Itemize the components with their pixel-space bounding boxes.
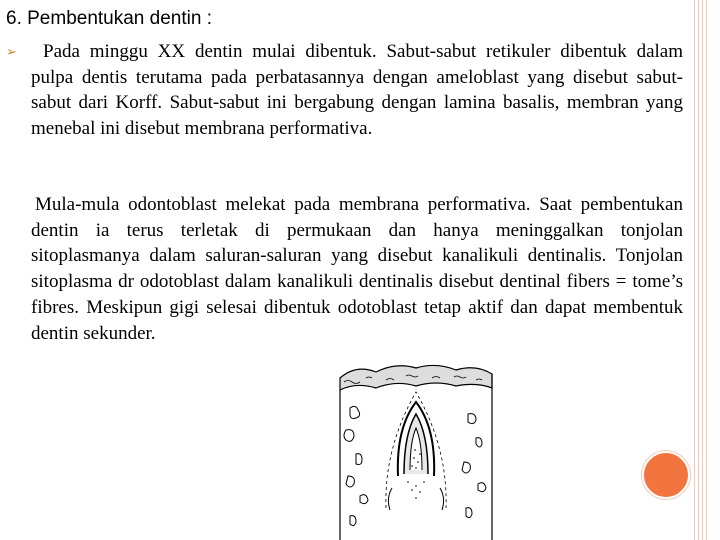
decorative-rail bbox=[690, 0, 720, 540]
paragraph-1: Pada minggu XX dentin mulai dibentuk. Sabut-sabut retikuler dibentuk dalam pulpa dentis terutama pada perbatasannya dengan ameloblast yang disebut sabut-sabut dari Korff. Sabut-sabut ini bergabung dengan lamina basalis, membran yang menebal ini disebut membrana performativa. bbox=[31, 41, 683, 140]
paragraph-2: Mula-mula odontoblast melekat pada membrana performativa. Saat pembentukan dentin ia terus terletak di permukaan dan hanya meninggalkan tonjolan sitoplasmanya dalam saluran-saluran yang disebut kanalikuli dentinalis. Tonjolan sitoplasma dr odotoblast dalam kanalikuli dentinalis disebut dentinal fibers = tome’s fibres. Meskipun gigi selesai dibentuk odotoblast tetap aktif dan dapat membentuk dentin sekunder. bbox=[31, 194, 683, 344]
slide-heading: 6. Pembentukan dentin : bbox=[6, 8, 212, 29]
arrow-bullet-icon: ➢ bbox=[6, 45, 17, 60]
decorative-circle bbox=[642, 451, 690, 499]
tooth-germ-illustration bbox=[336, 358, 496, 540]
